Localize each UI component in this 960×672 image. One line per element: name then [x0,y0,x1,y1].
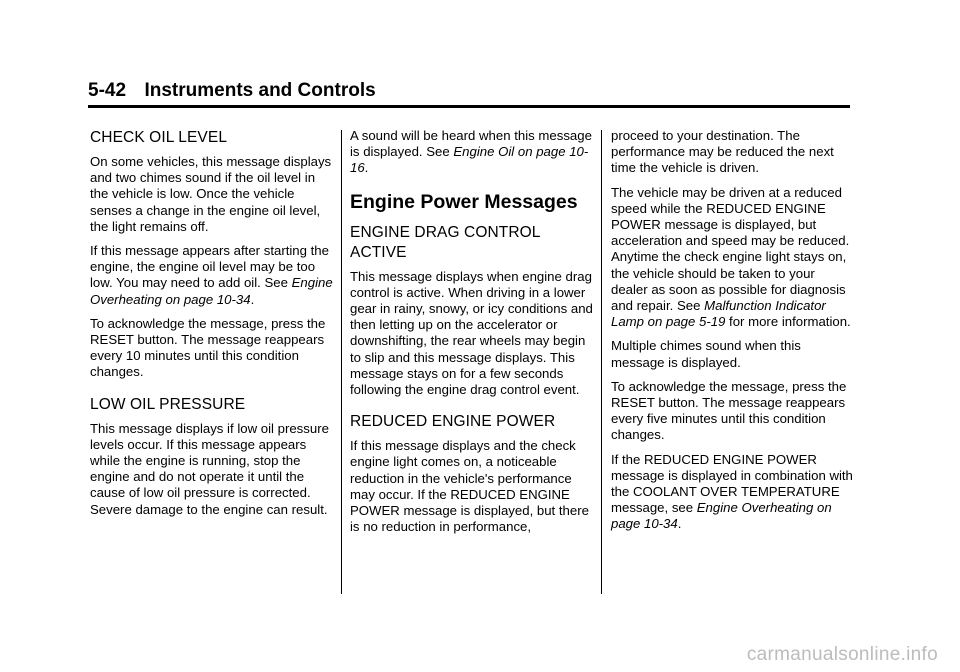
paragraph [611,185,855,331]
page-header [88,80,850,108]
paragraph: proceed to your destination. The performance may be reduced the next time the vehicle is driven. [611,128,834,176]
paragraph-text: . [677,516,682,532]
paragraph-text: . [250,291,255,307]
paragraph-text: A sound will be heard when this message is displayed. See [350,128,592,160]
paragraph-text: If the REDUCED ENGINE POWER message is displayed in combination with the COOLANT OVER TEMPERATURE message, see [611,451,853,516]
heading-engine-power-messages: Engine Power Messages [350,190,578,213]
paragraph: If this message displays and the check engine light comes on, a noticeable reduction in the vehicle's performance may occur. If the REDUCED ENGINE POWER message is displayed, but there is no reduction in performance, [350,438,589,535]
column-divider [341,130,342,594]
heading-check-oil-level: CHECK OIL LEVEL [90,129,228,146]
paragraph-text: If this message appears after starting the engine, the engine oil level may be too low. You may need to add oil. See [90,243,329,291]
cross-reference-link[interactable]: Engine Overheating on page 10-34 [90,275,333,307]
cross-reference-link[interactable]: Engine Oil on page 10-16 [350,144,589,176]
paragraph: This message displays if low oil pressure levels occur. If this message appears while the engine is running, stop the engine and do not operate it until the cause of low oil pressure is corrected. Severe damage to the engine can result. [90,420,329,517]
heading-reduced-engine-power: REDUCED ENGINE POWER [350,413,556,431]
column-1 [90,128,334,526]
paragraph-text: for more information. [725,314,851,330]
watermark: carmanualsonline.info [746,644,938,665]
paragraph: On some vehicles, this message displays and two chimes sound if the oil level in the vehicle is low. Once the vehicle senses a change in the engine oil level, the light remains off. [90,154,332,234]
paragraph: Multiple chimes sound when this message is displayed. [611,338,801,370]
paragraph: To acknowledge the message, press the RESET button. The message reappears every 10 minutes until this condition changes. [90,315,326,380]
cross-reference-link[interactable]: Engine Overheating on page 10-34 [611,500,832,532]
cross-reference-link[interactable]: Malfunction Indicator Lamp on page 5-19 [611,298,826,330]
column-2 [350,128,594,543]
column-divider [601,130,602,594]
paragraph [90,243,334,308]
heading-engine-drag-control: ENGINE DRAG CONTROL ACTIVE [350,223,540,261]
column-3 [611,128,855,541]
paragraph: This message displays when engine drag control is active. When driving in a lower gear in rainy, snowy, or icy conditions and then letting up on the accelerator or downshifting, the rear wheels may begin to slip and this message displays. This message stays on for a few seconds following the engine drag control event. [350,268,593,398]
paragraph-text: The vehicle may be driven at a reduced speed while the REDUCED ENGINE POWER message is displayed, but acceleration and speed may be reduced. Anytime the check engine light stays on, the vehicle should be taken to your dealer as soon as possible for diagnosis and repair. See [611,184,850,314]
paragraph [611,452,855,533]
paragraph-text: . [364,160,369,176]
section-title: Instruments and Controls [144,80,376,101]
page-number: 5-42 [88,80,127,101]
paragraph [350,128,594,177]
heading-low-oil-pressure: LOW OIL PRESSURE [90,395,246,413]
paragraph: To acknowledge the message, press the RESET button. The message reappears every five minutes until this condition changes. [611,378,847,443]
